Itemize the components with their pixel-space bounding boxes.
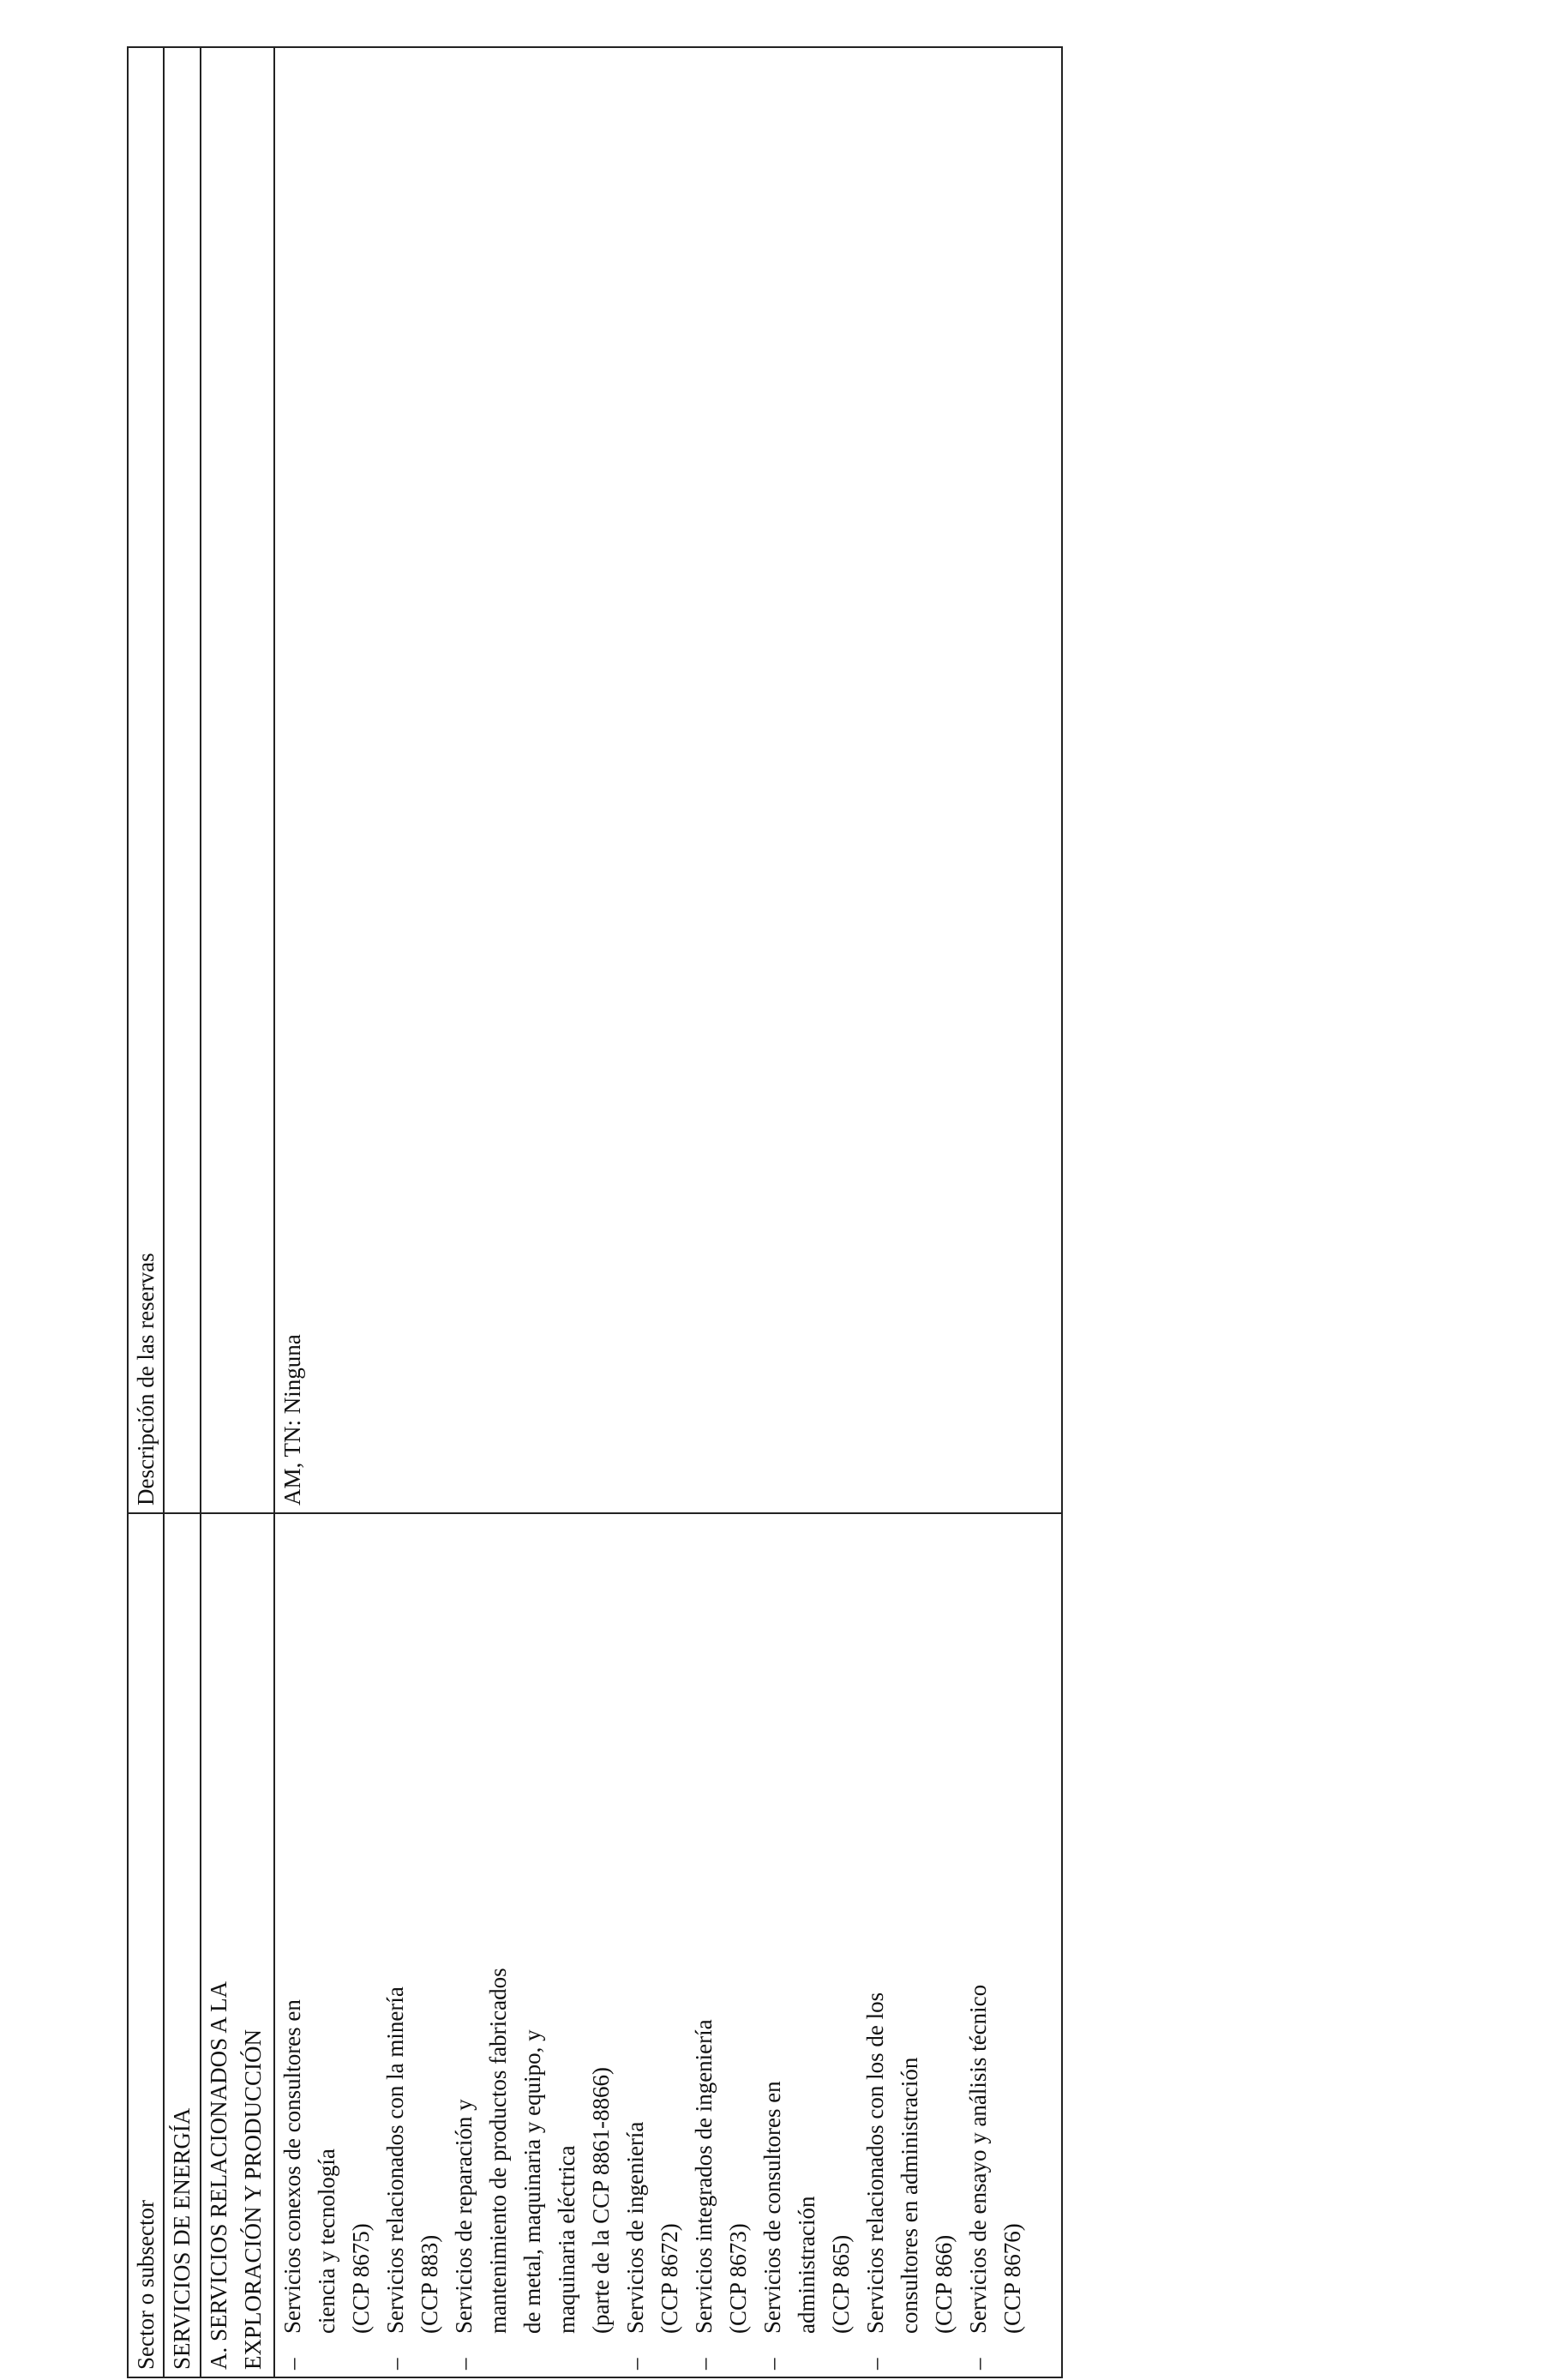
service-item-line: (CCP 8676) (999, 2223, 1025, 2334)
service-item-text (378, 1514, 447, 2334)
list-dash: – (862, 2358, 888, 2370)
sector-description-empty (164, 47, 201, 1513)
service-item-line: (CCP 8673) (725, 2223, 751, 2334)
subsector-name (201, 1513, 274, 2377)
service-items (275, 1514, 1029, 2377)
service-item (618, 1514, 687, 2377)
reserva-description: AM, TN: Ninguna (274, 47, 1062, 1513)
service-item-line: Servicios integrados de ingeniería (691, 2019, 717, 2334)
service-item (961, 1514, 1029, 2377)
list-dash: – (382, 2358, 408, 2370)
service-item (858, 1514, 961, 2377)
service-item-text (858, 1514, 961, 2334)
service-item-line: mantenimiento de productos fabricados (485, 1968, 511, 2334)
items-row (274, 47, 1062, 2377)
list-dash: – (965, 2358, 991, 2370)
service-item-text (275, 1514, 378, 2334)
service-item-line: administración (794, 2196, 819, 2334)
service-item-text (687, 1514, 755, 2334)
service-item-line: Servicios de reparación y (451, 2099, 477, 2334)
service-item-line: (CCP 8675) (348, 2223, 374, 2334)
service-item-line: consultores en administración (897, 2057, 922, 2334)
subsector-line-2: EXPLORACIÓN Y PRODUCCIÓN (240, 2028, 266, 2370)
service-item-line: Servicios de ensayo y análisis técnico (965, 1984, 991, 2334)
service-item-line: Servicios de ingeniería (622, 2121, 648, 2334)
header-row (128, 47, 164, 2377)
list-dash: – (622, 2358, 648, 2370)
service-item (275, 1514, 378, 2377)
service-item-text (961, 1514, 1029, 2334)
reservations-table (127, 46, 1063, 2378)
service-item-line: (CCP 883) (417, 2234, 442, 2334)
service-item-line: (CCP 866) (931, 2234, 957, 2334)
service-item-line: Servicios de consultores en (759, 2081, 785, 2334)
list-dash: – (279, 2358, 305, 2370)
service-item-line: ciencia y tecnología (314, 2149, 339, 2334)
service-item (447, 1514, 618, 2377)
list-dash: – (451, 2358, 477, 2370)
subsector-description-empty (201, 47, 274, 1513)
subsector-line-1: A. SERVICIOS RELACIONADOS A LA (206, 1980, 231, 2370)
service-item-line: Servicios conexos de consultores en (279, 1999, 305, 2334)
sector-row (164, 47, 201, 2377)
list-dash: – (759, 2358, 785, 2370)
list-dash: – (691, 2358, 717, 2370)
service-item-line: (parte de la CCP 8861-8866) (588, 2067, 614, 2334)
service-item-line: (CCP 8672) (657, 2223, 682, 2334)
service-item-text (447, 1514, 618, 2334)
service-item (378, 1514, 447, 2377)
service-item-line: Servicios relacionados con la minería (382, 1986, 408, 2334)
service-item (755, 1514, 858, 2377)
header-descripcion: Descripción de las reservas (128, 47, 164, 1513)
header-sector: Sector o subsector (128, 1513, 164, 2377)
service-item-text (755, 1514, 858, 2334)
service-item-line: (CCP 865) (828, 2234, 854, 2334)
service-item-line: de metal, maquinaria y equipo, y (519, 2029, 545, 2334)
service-item-line: Servicios relacionados con los de los (862, 1992, 888, 2334)
service-item-line: maquinaria eléctrica (554, 2145, 579, 2334)
service-item-text (618, 1514, 687, 2334)
subsector-row (201, 47, 274, 2377)
service-list (274, 1513, 1062, 2377)
rotated-page (127, 48, 1063, 2378)
service-item (687, 1514, 755, 2377)
sector-name: SERVICIOS DE ENERGÍA (164, 1513, 201, 2377)
